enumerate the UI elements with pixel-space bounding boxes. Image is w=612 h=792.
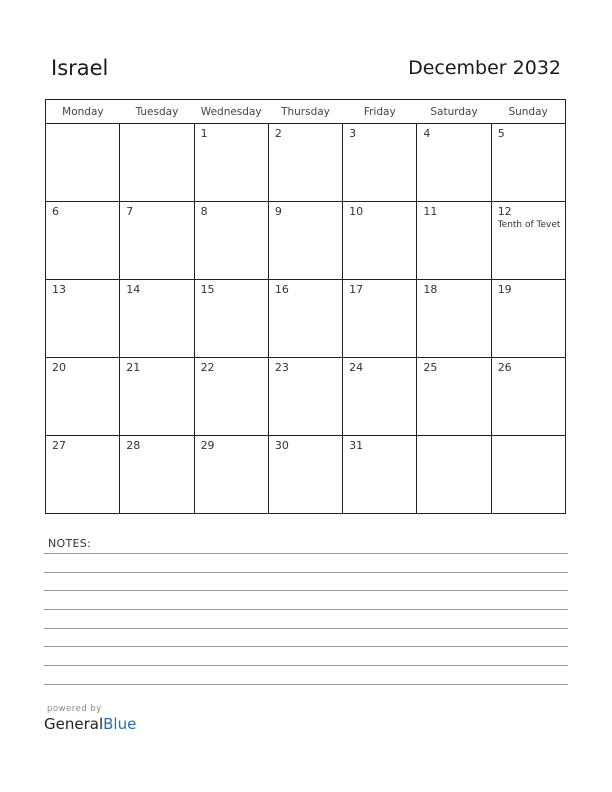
week-row — [46, 280, 566, 358]
calendar-grid — [45, 99, 566, 514]
day-cell — [491, 280, 565, 358]
day-number — [492, 436, 565, 439]
day-cell — [120, 280, 194, 358]
day-number: 5 — [497, 127, 505, 140]
note-line — [44, 628, 568, 629]
country-title: Israel — [51, 56, 109, 80]
day-number: 25 — [423, 361, 438, 374]
day-cell — [417, 202, 491, 280]
day-number: 29 — [200, 439, 215, 452]
day-cell — [343, 280, 417, 358]
week-row — [46, 358, 566, 436]
day-cell — [343, 436, 417, 514]
day-number: 13 — [52, 283, 66, 296]
day-number: 9 — [274, 205, 282, 218]
day-number: 1 — [200, 127, 208, 140]
weekday-thursday: Thursday — [268, 100, 342, 124]
week-row — [46, 124, 566, 202]
day-cell — [491, 202, 565, 280]
weekday-header-row — [46, 100, 566, 124]
day-number: 20 — [52, 361, 66, 374]
day-cell — [194, 124, 268, 202]
note-line — [44, 665, 568, 666]
note-line — [44, 553, 568, 554]
brand-general-text: General — [44, 715, 104, 733]
month-year-title: December 2032 — [408, 57, 561, 79]
day-cell — [343, 202, 417, 280]
day-cell — [343, 124, 417, 202]
day-number: 8 — [200, 205, 208, 218]
day-number — [417, 436, 490, 439]
week-row — [46, 436, 566, 514]
day-cell — [491, 358, 565, 436]
day-cell — [120, 358, 194, 436]
day-number: 28 — [126, 439, 141, 452]
day-cell — [268, 436, 342, 514]
day-number: 12 — [497, 205, 512, 218]
weekday-tuesday: Tuesday — [120, 100, 194, 124]
day-cell — [417, 436, 491, 514]
weekday-sunday: Sunday — [491, 100, 565, 124]
holiday-label: Tenth of Tevet — [497, 220, 561, 230]
weekday-friday: Friday — [343, 100, 417, 124]
note-line — [44, 572, 568, 573]
day-number: 22 — [200, 361, 215, 374]
day-number: 17 — [349, 283, 364, 296]
generalblue-logo — [44, 715, 136, 733]
weekday-monday: Monday — [46, 100, 120, 124]
day-number: 18 — [423, 283, 438, 296]
day-number: 16 — [274, 283, 289, 296]
brand-footer — [44, 704, 136, 733]
day-cell — [268, 202, 342, 280]
day-cell — [417, 124, 491, 202]
weekday-saturday: Saturday — [417, 100, 491, 124]
day-number: 4 — [423, 127, 431, 140]
day-cell — [46, 280, 120, 358]
day-number: 14 — [126, 283, 141, 296]
powered-by-text: powered by — [47, 704, 102, 714]
brand-blue-text: Blue — [103, 715, 137, 733]
day-cell — [194, 358, 268, 436]
note-line — [44, 646, 568, 647]
day-number: 26 — [497, 361, 512, 374]
day-cell — [46, 124, 120, 202]
day-cell — [491, 436, 565, 514]
day-cell — [194, 280, 268, 358]
day-number: 31 — [349, 439, 364, 452]
day-number: 19 — [497, 283, 512, 296]
day-number: 27 — [52, 439, 66, 452]
note-line — [44, 590, 568, 591]
day-cell — [268, 124, 342, 202]
day-number — [46, 124, 119, 127]
week-row — [46, 202, 566, 280]
day-number: 21 — [126, 361, 141, 374]
day-number: 15 — [200, 283, 215, 296]
day-cell — [120, 202, 194, 280]
day-number: 10 — [349, 205, 364, 218]
day-number: 3 — [349, 127, 357, 140]
day-cell — [46, 202, 120, 280]
day-cell — [46, 358, 120, 436]
day-cell — [120, 124, 194, 202]
day-number: 6 — [52, 205, 59, 218]
day-number — [120, 124, 193, 127]
note-line — [44, 684, 568, 685]
day-cell — [194, 436, 268, 514]
day-cell — [194, 202, 268, 280]
day-number: 7 — [126, 205, 134, 218]
day-cell — [343, 358, 417, 436]
day-number: 11 — [423, 205, 438, 218]
day-number: 2 — [274, 127, 282, 140]
notes-label: NOTES: — [48, 537, 92, 550]
day-cell — [268, 358, 342, 436]
day-cell — [417, 358, 491, 436]
day-cell — [46, 436, 120, 514]
note-line — [44, 609, 568, 610]
day-number: 23 — [274, 361, 289, 374]
day-cell — [120, 436, 194, 514]
day-number: 30 — [274, 439, 289, 452]
day-cell — [268, 280, 342, 358]
day-number: 24 — [349, 361, 364, 374]
day-cell — [417, 280, 491, 358]
day-cell — [491, 124, 565, 202]
weekday-wednesday: Wednesday — [194, 100, 268, 124]
